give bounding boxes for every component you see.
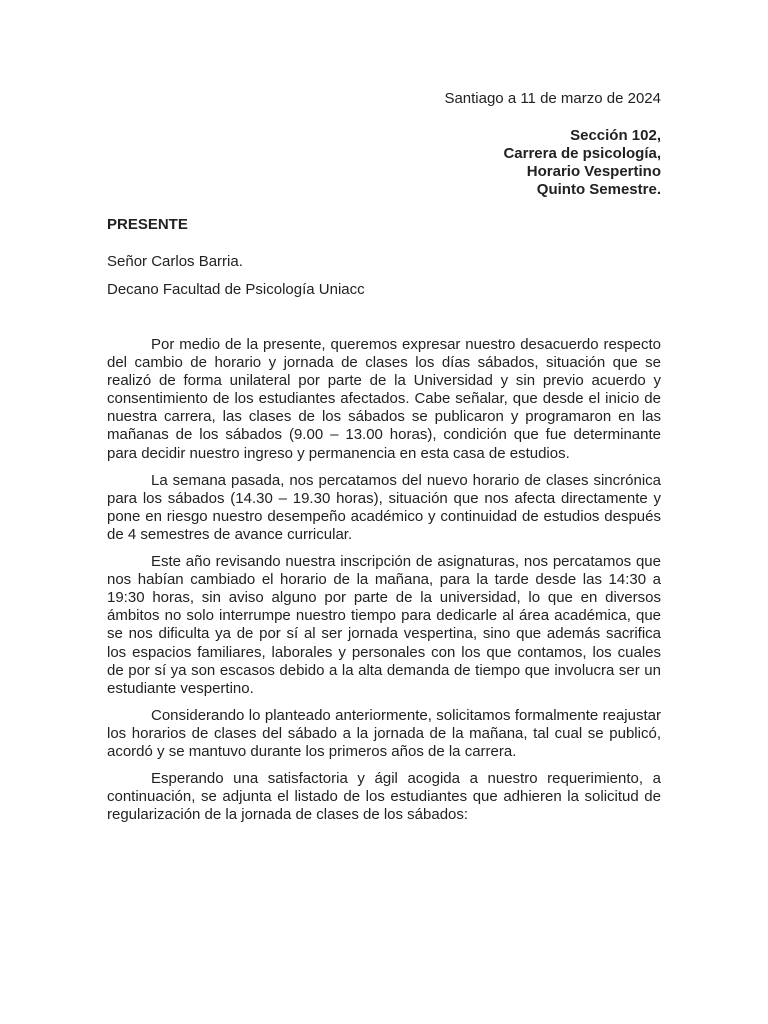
addressee-schedule: Horario Vespertino — [526, 163, 661, 180]
presente-heading: PRESENTE — [107, 216, 188, 233]
addressee-semester: Quinto Semestre. — [536, 181, 661, 198]
addressee-career: Carrera de psicología, — [503, 145, 661, 162]
recipient-title: Decano Facultad de Psicología Uniacc — [107, 281, 365, 298]
body-paragraph-3: Este año revisando nuestra inscripción de asignaturas, nos percatamos que nos habían cambiado el horario de la mañana, para la tarde desde las 14:30 a 19:30 horas, sin aviso alguno por parte de la universidad, lo que en diversos ámbitos no solo interrumpe nuestro tiempo para dedicarle al área académica, que se nos dificulta ya de por sí al ser jornada vespertina, sino que además sacrifica los espacios familiares, laborales y personales con los que contamos, los cuales de por sí ya son escasos debido a la alta demanda de tiempo que involucra ser un estudiante vespertino. — [107, 553, 661, 697]
addressee-section: Sección 102, — [570, 127, 661, 144]
body-paragraph-1: Por medio de la presente, queremos expresar nuestro desacuerdo respecto del cambio de horario y jornada de clases los días sábados, situación que se realizó de forma unilateral por parte de la Universidad y sin previo acuerdo y consentimiento de los estudiantes afectados. Cabe señalar, que desde el inicio de nuestra carrera, las clases de los sábados se publicaron y programaron en las mañanas de los sábados (9.00 – 13.00 horas), condición que fue determinante para decidir nuestro ingreso y permanencia en esta casa de estudios. — [107, 336, 661, 462]
date-line: Santiago a 11 de marzo de 2024 — [444, 90, 661, 107]
recipient-name: Señor Carlos Barria. — [107, 253, 243, 270]
body-paragraph-4: Considerando lo planteado anteriormente, solicitamos formalmente reajustar los horarios de clases del sábado a la jornada de la mañana, tal cual se publicó, acordó y se mantuvo durante los primeros años de la carrera. — [107, 706, 661, 760]
body-paragraph-5: Esperando una satisfactoria y ágil acogida a nuestro requerimiento, a continuación, se adjunta el listado de los estudiantes que adhieren la solicitud de regularización de la jornada de clases de los sábados: — [107, 770, 661, 824]
body-paragraph-2: La semana pasada, nos percatamos del nuevo horario de clases sincrónica para los sábados (14.30 – 19.30 horas), situación que nos afecta directamente y pone en riesgo nuestro desempeño académico y continuidad de estudios después de 4 semestres de avance curricular. — [107, 471, 661, 543]
letter-body — [107, 336, 661, 833]
addressee-block — [503, 127, 661, 199]
